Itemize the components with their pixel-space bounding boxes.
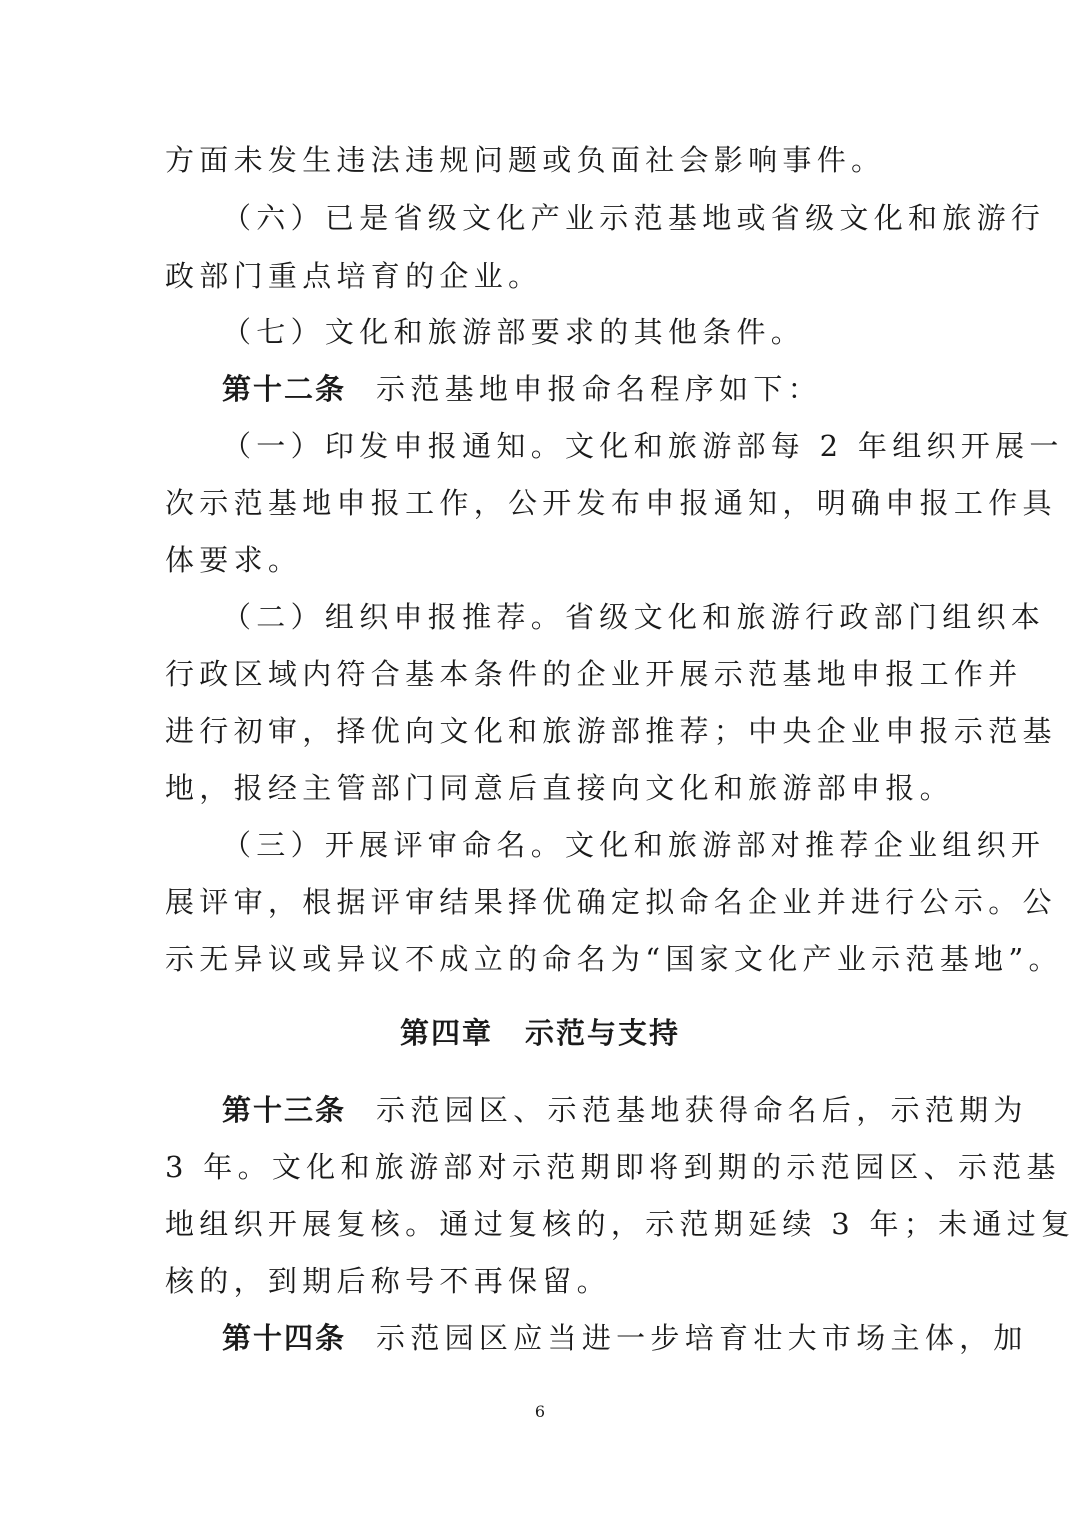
- article-12: [222, 369, 917, 409]
- body-line: （六）已是省级文化产业示范基地或省级文化和旅游行: [222, 201, 1046, 235]
- article-14: [222, 1318, 1028, 1358]
- body-line: 展评审，根据评审结果择优确定拟命名企业并进行公示。公: [165, 885, 1057, 919]
- body-line: （三）开展评审命名。文化和旅游部对推荐企业组织开: [222, 828, 1046, 862]
- chapter-title: 示范与支持: [525, 1016, 681, 1050]
- article-13-text: 示范园区、示范基地获得命名后，示范期为: [376, 1093, 1028, 1127]
- body-line: 体要求。: [165, 543, 303, 577]
- body-line: （二）组织申报推荐。省级文化和旅游行政部门组织本: [222, 600, 1046, 634]
- body-line: 进行初审，择优向文化和旅游部推荐；中央企业申报示范基: [165, 714, 1057, 748]
- body-line: 方面未发生违法违规问题或负面社会影响事件。: [165, 143, 886, 177]
- chapter-label: 第四章: [399, 1016, 493, 1050]
- article-14-label: 第十四条: [222, 1321, 347, 1355]
- body-line: 地组织开展复核。通过复核的，示范期延续 3 年；未通过复: [165, 1207, 1076, 1241]
- body-line: （七）文化和旅游部要求的其他条件。: [222, 315, 806, 349]
- body-line: 示无异议或异议不成立的命名为“国家文化产业示范基地”。: [165, 942, 1063, 976]
- body-line: 核的，到期后称号不再保留。: [165, 1264, 611, 1298]
- body-line: （一）印发申报通知。文化和旅游部每 2 年组织开展一: [222, 429, 1064, 463]
- body-line: 政部门重点培育的企业。: [165, 259, 543, 293]
- article-12-text: 示范基地申报命名程序如下：: [376, 372, 822, 406]
- article-13: [222, 1090, 1028, 1130]
- body-line: 次示范基地申报工作，公开发布申报通知，明确申报工作具: [165, 486, 1057, 520]
- page-number: 6: [534, 1402, 546, 1421]
- body-line: 行政区域内符合基本条件的企业开展示范基地申报工作并: [165, 657, 1023, 691]
- article-14-text: 示范园区应当进一步培育壮大市场主体，加: [376, 1321, 1028, 1355]
- body-line: 3 年。文化和旅游部对示范期即将到期的示范园区、示范基: [165, 1150, 1061, 1184]
- article-13-label: 第十三条: [222, 1093, 347, 1127]
- article-12-label: 第十二条: [222, 372, 347, 406]
- chapter-heading: [0, 1013, 1080, 1053]
- body-line: 地，报经主管部门同意后直接向文化和旅游部申报。: [165, 771, 954, 805]
